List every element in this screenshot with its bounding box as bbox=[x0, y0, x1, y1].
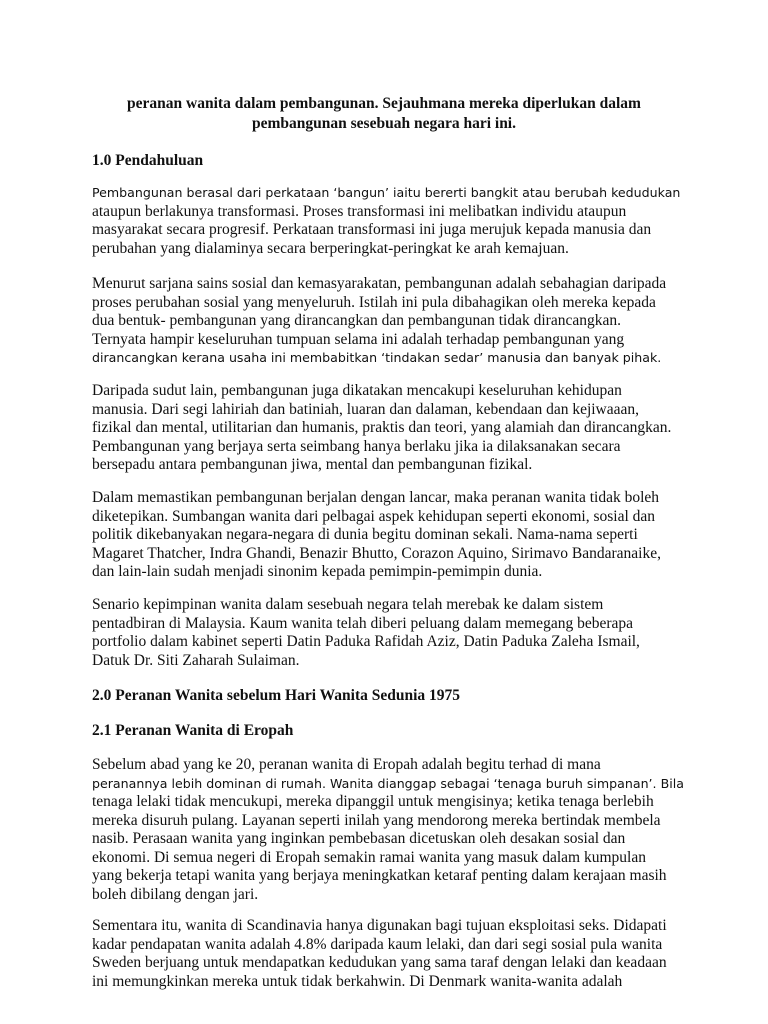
text-line: Dalam memastikan pembangunan berjalan dengan lancar, maka peranan wanita tidak boleh bbox=[92, 489, 660, 506]
paragraph-1 bbox=[92, 184, 680, 258]
paragraph-4 bbox=[92, 489, 661, 582]
text-line: Senario kepimpinan wanita dalam sesebuah negara telah merebak ke dalam sistem bbox=[92, 596, 604, 613]
text-line: diketepikan. Sumbangan wanita dari pelbagai aspek kehidupan seperti ekonomi, sosial dan bbox=[92, 507, 656, 525]
text-line: Datuk Dr. Siti Zaharah Sulaiman. bbox=[92, 651, 300, 669]
paragraph-5 bbox=[92, 596, 640, 670]
text-line: pentadbiran di Malaysia. Kaum wanita telah diberi peluang dalam memegang beberapa bbox=[92, 614, 634, 632]
text-line: kadar pendapatan wanita adalah 4.8% daripada kaum lelaki, dan dari segi sosial pula wanita bbox=[92, 935, 663, 953]
text-line: dirancangkan kerana usaha ini membabitkan ‘tindakan sedar’ manusia dan banyak pihak. bbox=[92, 350, 662, 365]
title-line: pembangunan sesebuah negara hari ini. bbox=[252, 115, 516, 132]
text-line: Sweden berjuang untuk mendapatkan kedudukan yang sama taraf dengan lelaki dan keadaan bbox=[92, 954, 667, 971]
text-line: ekonomi. Di semua negeri di Eropah semakin ramai wanita yang masuk dalam kumpulan bbox=[92, 848, 646, 866]
paragraph-2 bbox=[92, 275, 666, 368]
text-line: politik dikebanyakan negara-negara di dunia begitu dominan sekali. Nama-nama seperti bbox=[92, 526, 638, 543]
text-line: perubahan yang dialaminya secara berperingkat-peringkat ke arah kemajuan. bbox=[92, 239, 569, 257]
paragraph-3 bbox=[92, 382, 671, 475]
text-line: peranannya lebih dominan di rumah. Wanita dianggap sebagai ‘tenaga buruh simpanan’. Bila bbox=[92, 775, 684, 791]
paragraph-6 bbox=[92, 756, 684, 904]
title-line: peranan wanita dalam pembangunan. Sejauhmana mereka diperlukan dalam bbox=[127, 95, 641, 112]
text-line: dua bentuk- pembangunan yang dirancangkan dan pembangunan tidak dirancangkan. bbox=[92, 312, 621, 329]
text-line: ataupun berlakunya transformasi. Proses transformasi ini melibatkan individu ataupun bbox=[92, 202, 627, 220]
text-line: boleh dibilang dengan jari. bbox=[92, 885, 259, 903]
text-line: Menurut sarjana sains sosial dan kemasyarakatan, pembangunan adalah sebahagian daripada bbox=[92, 275, 667, 292]
text-line: yang bekerja tetapi wanita yang berjaya meningkatkan ketaraf penting dalam kerajaan masih bbox=[92, 867, 667, 884]
text-line: fizikal dan mental, utilitarian dan humanis, praktis dan teori, yang alamiah dan dirancangkan. bbox=[92, 419, 672, 436]
text-line: Pembangunan berasal dari perkataan ‘bangun’ iaitu bererti bangkit atau berubah kedudukan bbox=[92, 185, 681, 200]
text-line: masyarakat secara progresif. Perkataan transformasi ini juga merujuk kepada manusia dan bbox=[92, 221, 652, 238]
paragraph-7 bbox=[92, 917, 667, 991]
text-line: Pembangunan yang berjaya serta seimbang hanya berlaku jika ia dilaksanakan secara bbox=[92, 437, 621, 455]
text-line: tenaga lelaki tidak mencukupi, mereka dipanggil untuk mengisinya; ketika tenaga berlebih bbox=[92, 793, 654, 810]
text-line: Sementara itu, wanita di Scandinavia hanya digunakan bagi tujuan eksploitasi seks. Didapati bbox=[92, 917, 667, 934]
text-line: Daripada sudut lain, pembangunan juga dikatakan mencakupi keseluruhan kehidupan bbox=[92, 382, 622, 399]
document-title bbox=[80, 94, 688, 134]
section-heading-sebelum-1975: 2.0 Peranan Wanita sebelum Hari Wanita Sedunia 1975 bbox=[92, 687, 461, 704]
subsection-heading-eropah: 2.1 Peranan Wanita di Eropah bbox=[92, 722, 294, 739]
text-line: Ternyata hampir keseluruhan tumpuan selama ini adalah terhadap pembangunan yang bbox=[92, 330, 625, 348]
text-line: proses perubahan sosial yang menyeluruh. Istilah ini pula dibahagikan oleh mereka kepada bbox=[92, 293, 656, 311]
text-line: dan lain-lain sudah menjadi sinonim kepada pemimpin-pemimpin dunia. bbox=[92, 563, 543, 580]
text-line: bersepadu antara pembangunan jiwa, mental dan pembangunan fizikal. bbox=[92, 456, 533, 473]
text-line: nasib. Perasaan wanita yang inginkan pembebasan dicetuskan oleh desakan sosial dan bbox=[92, 830, 626, 847]
text-line: portfolio dalam kabinet seperti Datin Paduka Rafidah Aziz, Datin Paduka Zaleha Ismail, bbox=[92, 633, 640, 650]
section-heading-pendahuluan: 1.0 Pendahuluan bbox=[92, 152, 204, 169]
text-line: ini memungkinkan mereka untuk tidak berkahwin. Di Denmark wanita-wanita adalah bbox=[92, 972, 623, 990]
text-line: Magaret Thatcher, Indra Ghandi, Benazir Bhutto, Corazon Aquino, Sirimavo Bandaranaike, bbox=[92, 544, 661, 562]
text-line: Sebelum abad yang ke 20, peranan wanita di Eropah adalah begitu terhad di mana bbox=[92, 756, 601, 773]
text-line: manusia. Dari segi lahiriah dan batiniah, luaran dan dalaman, kebendaan dan kejiwaaan, bbox=[92, 400, 640, 418]
text-line: mereka disuruh pulang. Layanan seperti inilah yang mendorong mereka bertindak membela bbox=[92, 811, 661, 829]
